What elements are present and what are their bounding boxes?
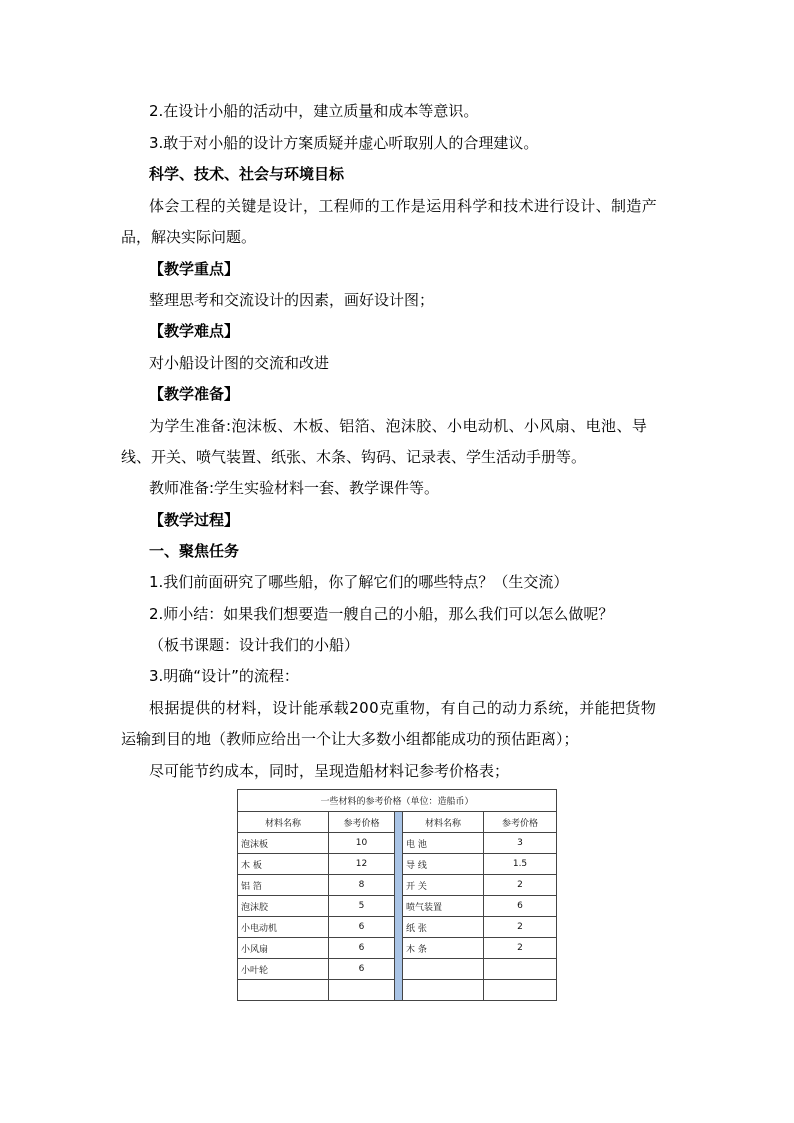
price-cell: 2 <box>484 938 557 959</box>
teacher-prep-text: 教师准备:学生实验材料一套、教学课件等。 <box>149 479 440 497</box>
price-cell: 6 <box>484 896 557 917</box>
price-cell: 3 <box>484 833 557 854</box>
price-cell <box>329 980 395 1001</box>
material-cell: 开 关 <box>403 875 484 896</box>
header-reference-price-2: 参考价格 <box>484 812 557 833</box>
material-cell: 纸 张 <box>403 917 484 938</box>
material-cell: 导 线 <box>403 854 484 875</box>
price-cell <box>484 959 557 980</box>
price-cell: 6 <box>329 917 395 938</box>
step-1-text: 1.我们前面研究了哪些船，你了解它们的哪些特点？（生交流） <box>149 573 569 591</box>
price-cell: 1.5 <box>484 854 557 875</box>
student-prep-text-2: 线、开关、喷气装置、纸张、木条、钩码、记录表、学生活动手册等。 <box>121 448 587 466</box>
step-2-text: 2.师小结：如果我们想要造一艘自己的小船，那么我们可以怎么做呢？ <box>149 605 614 623</box>
price-cell: 10 <box>329 833 395 854</box>
price-table <box>237 789 556 1001</box>
material-cell: 木 条 <box>403 938 484 959</box>
goal-item-3: 3.敢于对小船的设计方案质疑并虚心听取别人的合理建议。 <box>149 134 539 152</box>
design-requirement-text-1: 根据提供的材料，设计能承载200克重物，有自己的动力系统，并能把货物 <box>149 699 657 717</box>
sts-goal-text-2: 品，解决实际问题。 <box>121 228 257 246</box>
material-cell: 小电动机 <box>238 917 329 938</box>
material-cell: 小风扇 <box>238 938 329 959</box>
key-points-text: 整理思考和交流设计的因素，画好设计图； <box>149 291 435 309</box>
heading-process: 【教学过程】 <box>149 511 240 529</box>
price-table-header-row <box>238 812 557 833</box>
material-cell: 泡沫板 <box>238 833 329 854</box>
board-title-text: （板书课题：设计我们的小船） <box>149 636 360 654</box>
material-cell: 小叶轮 <box>238 959 329 980</box>
price-table-caption: 一些材料的参考价格（单位：造船币） <box>238 790 557 812</box>
price-cell: 6 <box>329 959 395 980</box>
price-cell: 2 <box>484 875 557 896</box>
price-cell: 12 <box>329 854 395 875</box>
student-prep-text-1: 为学生准备:泡沫板、木板、铝箔、泡沫胶、小电动机、小风扇、电池、导 <box>149 417 648 435</box>
header-material-name: 材料名称 <box>238 812 329 833</box>
material-cell <box>403 959 484 980</box>
goal-item-2: 2.在设计小船的活动中，建立质量和成本等意识。 <box>149 102 479 120</box>
material-cell <box>238 980 329 1001</box>
material-cell: 泡沫胶 <box>238 896 329 917</box>
step-3-text: 3.明确“设计”的流程： <box>149 667 299 685</box>
price-cell: 8 <box>329 875 395 896</box>
design-requirement-text-2: 运输到目的地（教师应给出一个让大多数小组都能成功的预估距离）； <box>121 730 579 748</box>
heading-preparation: 【教学准备】 <box>149 385 240 403</box>
material-cell: 木 板 <box>238 854 329 875</box>
material-cell <box>403 980 484 1001</box>
sts-goal-text-1: 体会工程的关键是设计，工程师的工作是运用科学和技术进行设计、制造产 <box>149 197 658 215</box>
heading-key-points: 【教学重点】 <box>149 260 240 278</box>
heading-focus-task: 一、聚焦任务 <box>149 542 240 560</box>
header-material-name-2: 材料名称 <box>403 812 484 833</box>
price-cell: 5 <box>329 896 395 917</box>
difficulties-text: 对小船设计图的交流和改进 <box>149 354 330 372</box>
column-separator <box>395 812 403 1001</box>
header-reference-price: 参考价格 <box>329 812 395 833</box>
cost-note-text: 尽可能节约成本，同时，呈现造船材料记参考价格表； <box>149 762 510 780</box>
section-heading-sts-goal: 科学、技术、社会与环境目标 <box>149 165 345 183</box>
price-cell: 2 <box>484 917 557 938</box>
price-cell: 6 <box>329 938 395 959</box>
material-cell: 铝 箔 <box>238 875 329 896</box>
heading-difficulties: 【教学难点】 <box>149 322 240 340</box>
price-cell <box>484 980 557 1001</box>
material-cell: 电 池 <box>403 833 484 854</box>
material-cell: 喷气装置 <box>403 896 484 917</box>
